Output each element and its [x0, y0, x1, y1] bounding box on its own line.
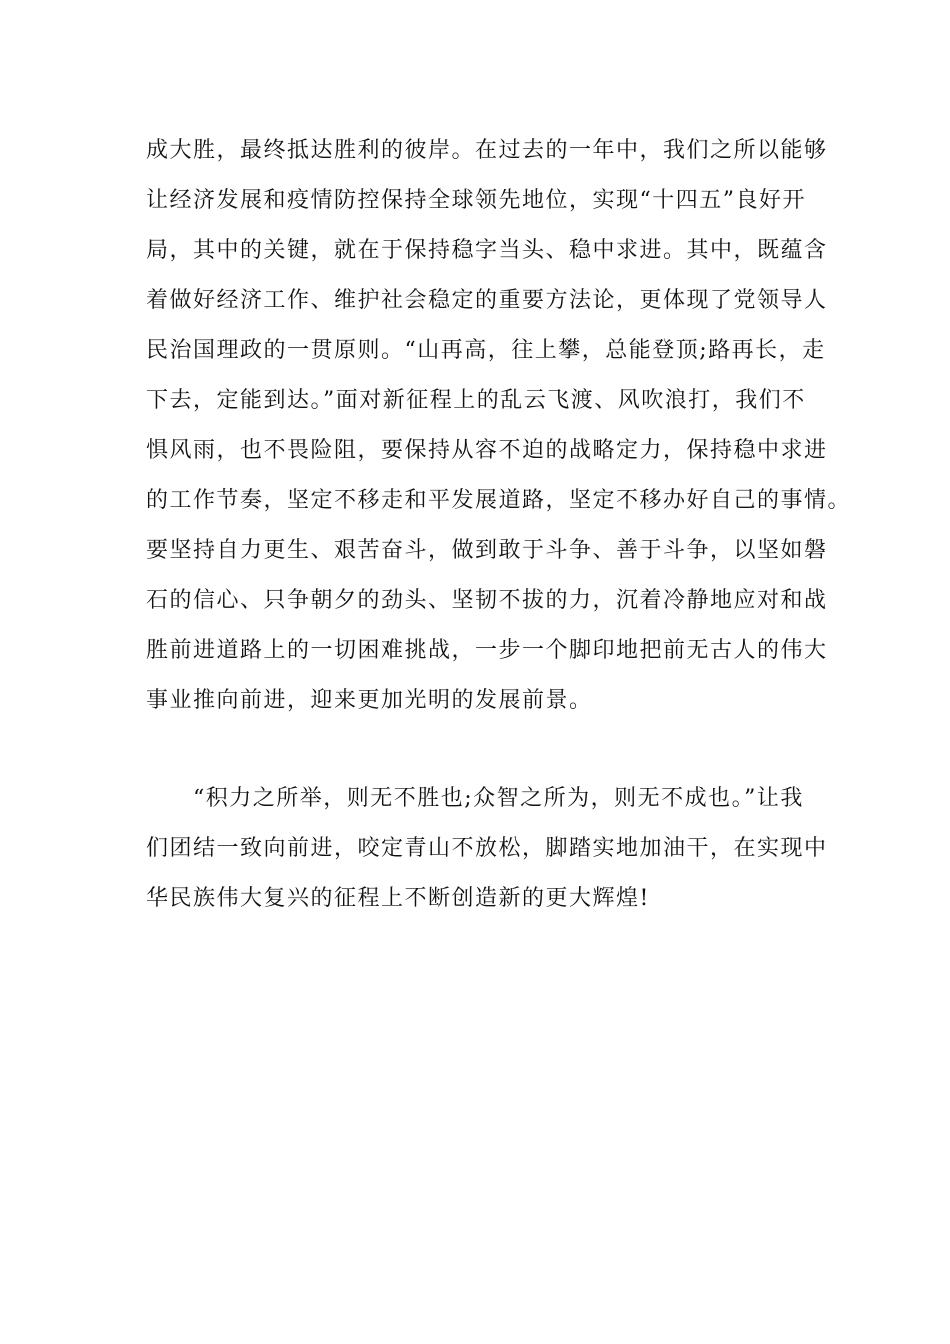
text-line: 事业推向前进，迎来更加光明的发展前景。 [146, 688, 593, 713]
paragraph-2 [146, 774, 826, 924]
text-line: 民治国理政的一贯原则。“山再高，往上攀，总能登顶;路再长，走 [146, 338, 826, 363]
text-line: 着做好经济工作、维护社会稳定的重要方法论，更体现了党领导人 [146, 288, 828, 313]
text-line: 们团结一致向前进，咬定青山不放松，脚踏实地加油干，在实现中 [146, 836, 828, 861]
text-line: 的工作节奏，坚定不移走和平发展道路，坚定不移办好自己的事情。 [146, 488, 852, 513]
paragraph-1 [146, 126, 852, 726]
text-line: 石的信心、只争朝夕的劲头、坚韧不拔的力，沉着冷静地应对和战 [146, 588, 828, 613]
text-line: 下去，定能到达。”面对新征程上的乱云飞渡、风吹浪打，我们不 [146, 388, 806, 413]
text-line: 让经济发展和疫情防控保持全球领先地位，实现“十四五”良好开 [146, 188, 806, 213]
text-line: 胜前进道路上的一切困难挑战，一步一个脚印地把前无古人的伟大 [146, 638, 828, 663]
text-line: 局，其中的关键，就在于保持稳字当头、稳中求进。其中，既蕴含 [146, 238, 828, 263]
text-line: 华民族伟大复兴的征程上不断创造新的更大辉煌! [146, 886, 650, 911]
text-line: 要坚持自力更生、艰苦奋斗，做到敢于斗争、善于斗争，以坚如磐 [146, 538, 828, 563]
text-line: “积力之所举，则无不胜也;众智之所为，则无不成也。”让我 [146, 786, 804, 811]
text-line: 惧风雨，也不畏险阻，要保持从容不迫的战略定力，保持稳中求进 [146, 438, 828, 463]
text-line: 成大胜，最终抵达胜利的彼岸。在过去的一年中，我们之所以能够 [146, 138, 828, 163]
